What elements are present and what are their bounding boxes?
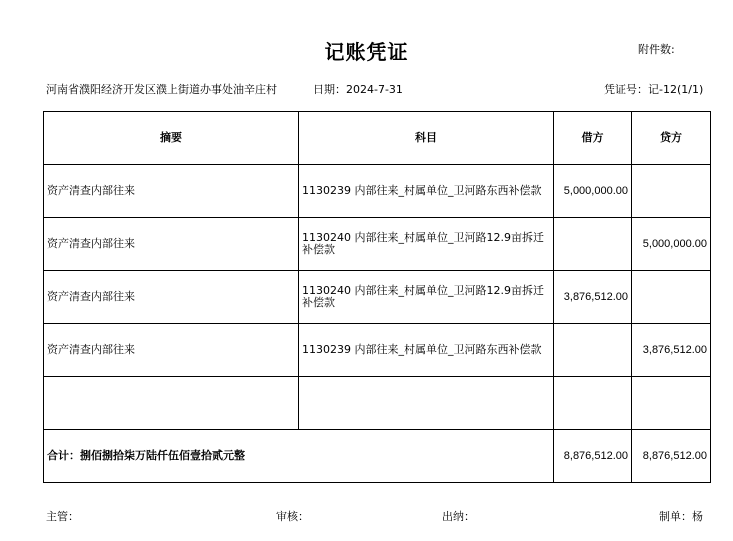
col-header-credit: 贷方 <box>632 112 711 165</box>
col-header-debit: 借方 <box>554 112 632 165</box>
table-row <box>44 165 711 218</box>
preparer <box>659 508 703 524</box>
preparer-value: 杨 <box>692 510 703 523</box>
voucher-table <box>43 111 711 483</box>
row-credit: 3,876,512.00 <box>632 324 711 377</box>
date-label: 日期： <box>313 83 346 96</box>
voucher-number-label: 凭证号： <box>604 83 648 96</box>
row-debit: 3,876,512.00 <box>554 271 632 324</box>
total-credit: 8,876,512.00 <box>632 430 711 483</box>
total-row <box>44 430 711 483</box>
col-header-summary: 摘要 <box>44 112 299 165</box>
total-label: 合计：捌佰捌拾柒万陆仟伍佰壹拾贰元整 <box>44 430 554 483</box>
row-summary: 资产清查内部往来 <box>44 218 299 271</box>
row-debit <box>554 377 632 430</box>
voucher-number-value: 记-12(1/1) <box>648 83 704 96</box>
row-debit <box>554 218 632 271</box>
row-credit <box>632 271 711 324</box>
table-row <box>44 218 711 271</box>
table-row <box>44 324 711 377</box>
voucher-date <box>313 81 403 97</box>
row-account: 1130240 内部往来_村属单位_卫河路12.9亩拆迁补偿款 <box>299 271 554 324</box>
row-account: 1130240 内部往来_村属单位_卫河路12.9亩拆迁补偿款 <box>299 218 554 271</box>
organization-name: 河南省濮阳经济开发区濮上街道办事处油辛庄村 <box>46 83 277 96</box>
reviewer-label: 审核： <box>276 510 309 523</box>
preparer-label: 制单： <box>659 510 692 523</box>
col-header-account: 科目 <box>299 112 554 165</box>
row-credit <box>632 377 711 430</box>
row-summary <box>44 377 299 430</box>
voucher-number <box>604 81 703 97</box>
date-value: 2024-7-31 <box>346 83 403 96</box>
row-debit <box>554 324 632 377</box>
row-summary: 资产清查内部往来 <box>44 165 299 218</box>
row-summary: 资产清查内部往来 <box>44 271 299 324</box>
row-account: 1130239 内部往来_村属单位_卫河路东西补偿款 <box>299 324 554 377</box>
supervisor-label: 主管： <box>46 510 79 523</box>
cashier-label: 出纳： <box>442 510 475 523</box>
row-account <box>299 377 554 430</box>
attachment-count-label: 附件数: <box>638 43 675 56</box>
row-account: 1130239 内部往来_村属单位_卫河路东西补偿款 <box>299 165 554 218</box>
row-summary: 资产清查内部往来 <box>44 324 299 377</box>
table-header-row <box>44 112 711 165</box>
voucher-title: 记账凭证 <box>324 40 409 64</box>
table-row <box>44 271 711 324</box>
row-credit <box>632 165 711 218</box>
row-debit: 5,000,000.00 <box>554 165 632 218</box>
row-credit: 5,000,000.00 <box>632 218 711 271</box>
total-debit: 8,876,512.00 <box>554 430 632 483</box>
table-row-empty <box>44 377 711 430</box>
